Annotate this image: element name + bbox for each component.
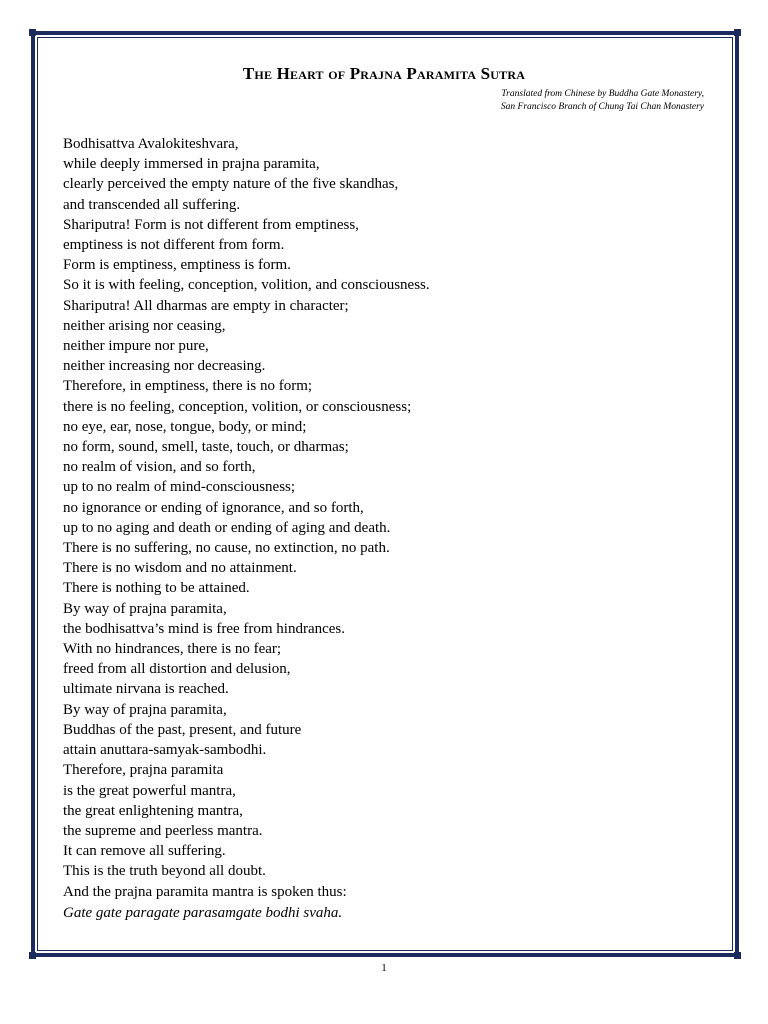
sutra-line: By way of prajna paramita, xyxy=(63,701,227,718)
sutra-line: neither arising nor ceasing, xyxy=(63,317,226,334)
sutra-line: while deeply immersed in prajna paramita, xyxy=(63,156,320,173)
sutra-line: no realm of vision, and so forth, xyxy=(63,459,256,476)
sutra-line: Shariputra! All dharmas are empty in character; xyxy=(63,297,349,314)
sutra-line: Shariputra! Form is not different from emptiness, xyxy=(63,216,359,233)
sutra-line: There is no suffering, no cause, no extinction, no path. xyxy=(63,540,390,557)
sutra-line: And the prajna paramita mantra is spoken thus: xyxy=(63,883,347,900)
sutra-line: no eye, ear, nose, tongue, body, or mind; xyxy=(63,418,307,435)
translation-credit xyxy=(501,88,704,113)
sutra-line: the supreme and peerless mantra. xyxy=(63,822,263,839)
sutra-line: Therefore, prajna paramita xyxy=(63,762,224,779)
sutra-line: There is no wisdom and no attainment. xyxy=(63,560,297,577)
sutra-line: With no hindrances, there is no fear; xyxy=(63,641,282,658)
document-title: The Heart of Prajna Paramita Sutra xyxy=(242,64,526,83)
sutra-line: neither impure nor pure, xyxy=(63,338,209,355)
sutra-line: is the great powerful mantra, xyxy=(63,782,236,799)
sutra-line: So it is with feeling, conception, volition, and consciousness. xyxy=(63,277,430,294)
border-corner-ornament xyxy=(734,952,741,959)
sutra-line: There is nothing to be attained. xyxy=(63,580,250,597)
sutra-line: up to no aging and death or ending of aging and death. xyxy=(63,519,391,536)
credit-line: Translated from Chinese by Buddha Gate Monastery, xyxy=(501,89,704,99)
sutra-line: ultimate nirvana is reached. xyxy=(63,681,229,698)
sutra-line: Therefore, in emptiness, there is no form; xyxy=(63,378,313,395)
sutra-text xyxy=(63,134,430,902)
sutra-line: By way of prajna paramita, xyxy=(63,600,227,617)
sutra-line: neither increasing nor decreasing. xyxy=(63,358,266,375)
mantra-line: Gate gate paragate parasamgate bodhi svaha. xyxy=(63,905,343,921)
sutra-line: Buddhas of the past, present, and future xyxy=(63,721,302,738)
sutra-line: the great enlightening mantra, xyxy=(63,802,243,819)
border-corner-ornament xyxy=(734,29,741,36)
sutra-line: Bodhisattva Avalokiteshvara, xyxy=(63,136,239,152)
credit-line: San Francisco Branch of Chung Tai Chan Monastery xyxy=(500,101,704,112)
sutra-line: up to no realm of mind-consciousness; xyxy=(63,479,296,496)
sutra-line: emptiness is not different from form. xyxy=(63,237,285,254)
sutra-line: This is the truth beyond all doubt. xyxy=(63,863,266,880)
sutra-line: no ignorance or ending of ignorance, and so forth, xyxy=(63,499,364,516)
page-number: 1 xyxy=(381,962,387,974)
sutra-line: the bodhisattva’s mind is free from hindrances. xyxy=(63,620,346,637)
sutra-line: It can remove all suffering. xyxy=(63,843,226,860)
border-corner-ornament xyxy=(29,29,36,36)
sutra-line: Form is emptiness, emptiness is form. xyxy=(63,257,291,274)
sutra-line: no form, sound, smell, taste, touch, or dharmas; xyxy=(63,439,349,456)
sutra-line: and transcended all suffering. xyxy=(63,196,241,213)
border-corner-ornament xyxy=(29,952,36,959)
sutra-line: attain anuttara-samyak-sambodhi. xyxy=(63,742,267,759)
sutra-line: there is no feeling, conception, volition, or consciousness; xyxy=(63,398,412,415)
sutra-line: freed from all distortion and delusion, xyxy=(63,661,291,678)
sutra-line: clearly perceived the empty nature of the five skandhas, xyxy=(63,176,399,193)
